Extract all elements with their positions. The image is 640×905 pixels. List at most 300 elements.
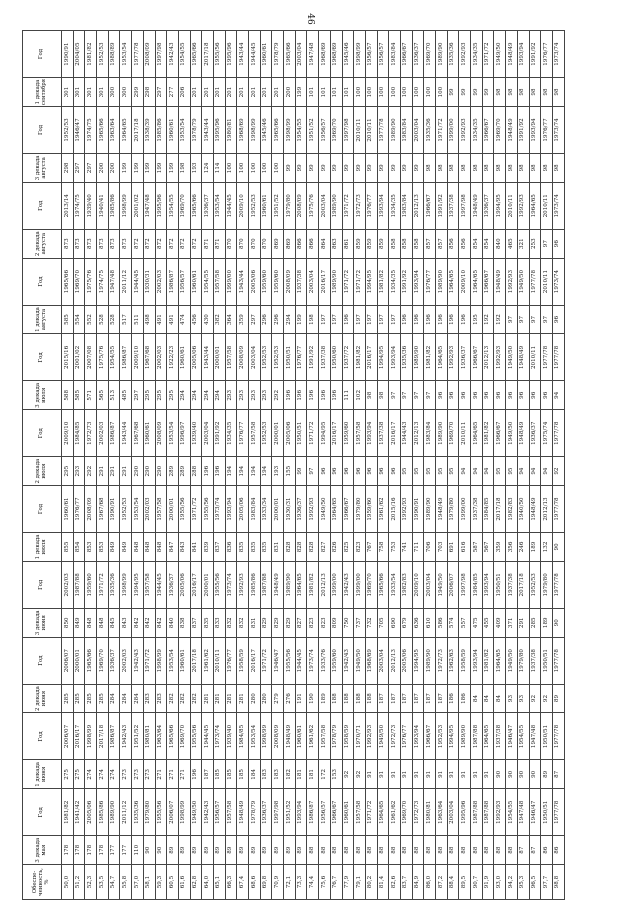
year-cell: 2002/03 [155, 334, 167, 381]
value-cell: 91 [400, 760, 412, 789]
year-cell: 1953/54 [167, 637, 179, 684]
year-cell: 1998/99 [120, 561, 132, 608]
year-cell: 2005/06 [400, 637, 412, 684]
year-cell: 2005/06 [249, 258, 261, 305]
value-cell: 753 [389, 532, 401, 561]
year-cell: 1960/61 [295, 713, 307, 760]
year-cell: 1943/44 [237, 258, 249, 305]
value-cell: 711 [412, 532, 424, 561]
value-cell: 833 [213, 608, 225, 637]
year-cell: 2010/11 [529, 334, 541, 381]
year-cell: 1952/53 [249, 182, 261, 229]
year-cell: 2010/11 [459, 410, 471, 457]
value-cell: 187 [377, 684, 389, 713]
value-cell: 409 [494, 608, 506, 637]
table-row [400, 31, 412, 900]
year-cell: 1998/99 [85, 713, 97, 760]
table-row [354, 31, 366, 900]
value-cell: 636 [412, 608, 424, 637]
value-cell: 97 [517, 305, 529, 334]
year-cell: 1989/90 [108, 789, 120, 836]
probability-cell: 70,9 [272, 865, 284, 900]
year-cell: 1937/38 [377, 410, 389, 457]
value-cell: 89 [552, 684, 564, 713]
value-cell: 825 [342, 532, 354, 561]
table-row [190, 31, 202, 900]
value-cell: 190 [307, 684, 319, 713]
value-cell: 297 [155, 78, 167, 107]
year-cell: 1969/70 [330, 106, 342, 153]
year-cell: 1980/81 [225, 106, 237, 153]
year-cell: 1949/50 [377, 713, 389, 760]
value-cell: 177 [108, 836, 120, 865]
value-cell: 96 [517, 381, 529, 410]
year-cell: 1977/78 [552, 410, 564, 457]
year-cell: 2008/09 [85, 486, 97, 533]
year-cell: 2000/01 [73, 637, 85, 684]
year-cell: 1989/90 [459, 713, 471, 760]
year-cell: 1933/76 [319, 637, 331, 684]
year-cell: 1992/93 [506, 258, 518, 305]
value-cell: 750 [342, 608, 354, 637]
value-cell: 187 [424, 684, 436, 713]
year-cell: 2003/04 [412, 106, 424, 153]
value-cell: 858 [400, 229, 412, 258]
year-cell: 2008/09 [295, 182, 307, 229]
value-cell: 853 [97, 532, 109, 561]
year-cell: 1977/78 [552, 561, 564, 608]
value-cell: 183 [260, 760, 272, 789]
year-cell: 2012/13 [319, 561, 331, 608]
year-cell: 1939/40 [225, 713, 237, 760]
value-cell: 87 [517, 836, 529, 865]
year-cell: 1977/78 [377, 106, 389, 153]
value-cell: 97 [541, 305, 553, 334]
value-cell: 737 [354, 608, 366, 637]
value-cell: 153 [330, 760, 342, 789]
value-cell: 858 [412, 229, 424, 258]
year-cell: 1974/75 [97, 258, 109, 305]
value-cell: 767 [365, 532, 377, 561]
value-cell: 835 [202, 608, 214, 637]
year-cell: 1964/65 [377, 789, 389, 836]
value-cell: 98 [541, 153, 553, 182]
table-row [237, 31, 249, 900]
probability-cell: 59,3 [155, 865, 167, 900]
year-cell: 1979/80 [354, 486, 366, 533]
year-cell: 1934/35 [389, 182, 401, 229]
value-cell: 89 [284, 836, 296, 865]
value-cell: 871 [213, 229, 225, 258]
year-cell: 1976/77 [541, 31, 553, 78]
year-cell: 1950/51 [284, 334, 296, 381]
value-cell: 98 [365, 381, 377, 410]
year-cell: 1988/89 [108, 31, 120, 78]
value-cell: 98 [552, 78, 564, 107]
year-cell: 1984/85 [482, 486, 494, 533]
value-cell: 94 [529, 457, 541, 486]
year-cell: 1990/91 [412, 486, 424, 533]
year-cell: 1965/66 [272, 106, 284, 153]
year-cell: 2008/09 [155, 410, 167, 457]
column-header: Год [23, 486, 62, 533]
year-cell: 1993/94 [377, 182, 389, 229]
year-cell: 1943/44 [202, 106, 214, 153]
year-cell: 2015/16 [62, 334, 74, 381]
year-cell: 1948/49 [529, 486, 541, 533]
value-cell: 181 [307, 760, 319, 789]
value-cell: 200 [97, 153, 109, 182]
value-cell: 194 [237, 457, 249, 486]
value-cell: 690 [389, 608, 401, 637]
probability-cell: 98,8 [552, 865, 564, 900]
year-cell: 1966/67 [424, 182, 436, 229]
year-cell: 1977/78 [552, 334, 564, 381]
year-cell: 1972/73 [436, 637, 448, 684]
year-cell: 1961/62 [377, 486, 389, 533]
year-cell: 1935/36 [447, 31, 459, 78]
year-cell: 1964/65 [295, 561, 307, 608]
value-cell: 91 [471, 760, 483, 789]
table-row [482, 31, 494, 900]
table-row [541, 31, 553, 900]
year-cell: 2009/10 [237, 182, 249, 229]
value-cell: 758 [377, 532, 389, 561]
column-header: Год [23, 182, 62, 229]
value-cell: 300 [120, 78, 132, 107]
year-cell: 2000/01 [213, 334, 225, 381]
year-cell: 1957/58 [354, 789, 366, 836]
value-cell: 837 [190, 608, 202, 637]
year-cell: 1953/54 [120, 31, 132, 78]
year-cell: 1942/43 [202, 789, 214, 836]
value-cell: 832 [237, 608, 249, 637]
value-cell: 554 [73, 305, 85, 334]
year-cell: 1961/62 [389, 789, 401, 836]
value-cell: 829 [284, 608, 296, 637]
value-cell: 89 [249, 836, 261, 865]
value-cell: 857 [436, 229, 448, 258]
year-cell: 2016/17 [330, 410, 342, 457]
year-cell: 2003/04 [307, 258, 319, 305]
year-cell: 1952/53 [120, 486, 132, 533]
value-cell: 301 [73, 78, 85, 107]
value-cell: 840 [494, 229, 506, 258]
year-cell: 1957/58 [249, 410, 261, 457]
year-cell: 1992/93 [494, 789, 506, 836]
value-cell: 101 [307, 78, 319, 107]
year-cell: 2012/13 [412, 182, 424, 229]
value-cell: 200 [108, 153, 120, 182]
year-cell: 1973/74 [552, 258, 564, 305]
year-cell: 1944/45 [155, 561, 167, 608]
year-cell: 1983/84 [400, 106, 412, 153]
value-cell: 201 [190, 78, 202, 107]
year-cell: 1934/35 [225, 410, 237, 457]
year-cell: 1992/93 [459, 106, 471, 153]
year-cell: 1964/65 [494, 637, 506, 684]
value-cell: 873 [108, 229, 120, 258]
value-cell: 849 [73, 608, 85, 637]
year-cell: 2008/09 [143, 31, 155, 78]
value-cell: 111 [342, 381, 354, 410]
year-cell: 1948/49 [517, 334, 529, 381]
year-cell: 1979/80 [143, 789, 155, 836]
value-cell: 491 [155, 305, 167, 334]
column-header: 3 декада июня [23, 608, 62, 637]
value-cell: 99 [412, 153, 424, 182]
value-cell: 281 [225, 684, 237, 713]
rotated-table-container [22, 30, 622, 900]
probability-cell: 76,7 [330, 865, 342, 900]
value-cell: 99 [342, 153, 354, 182]
value-cell: 196 [202, 457, 214, 486]
value-cell: 253 [529, 229, 541, 258]
value-cell: 854 [73, 532, 85, 561]
value-cell: 95 [424, 457, 436, 486]
year-cell: 2003/04 [424, 561, 436, 608]
year-cell: 2016/17 [319, 258, 331, 305]
value-cell: 114 [213, 153, 225, 182]
value-cell: 301 [85, 78, 97, 107]
year-cell: 2016/17 [365, 334, 377, 381]
value-cell: 89 [178, 836, 190, 865]
value-cell: 831 [272, 532, 284, 561]
probability-cell: 82,6 [389, 865, 401, 900]
year-cell: 1966/67 [330, 789, 342, 836]
value-cell: 284 [108, 684, 120, 713]
value-cell: 201 [237, 78, 249, 107]
value-cell: 96 [552, 305, 564, 334]
year-cell: 1934/35 [389, 258, 401, 305]
value-cell: 281 [202, 684, 214, 713]
value-cell: 183 [272, 760, 284, 789]
value-cell: 557 [459, 608, 471, 637]
table-row [365, 31, 377, 900]
year-cell: 1984/85 [237, 713, 249, 760]
year-cell: 1954/55 [202, 258, 214, 305]
value-cell: 188 [330, 684, 342, 713]
table-row [284, 31, 296, 900]
value-cell: 196 [400, 305, 412, 334]
value-cell: 96 [330, 457, 342, 486]
value-cell: 485 [120, 381, 132, 410]
year-cell: 1992/93 [365, 713, 377, 760]
year-cell: 1992/93 [307, 486, 319, 533]
value-cell: 100 [424, 78, 436, 107]
year-cell: 1957/58 [213, 258, 225, 305]
year-cell: 1961/62 [202, 637, 214, 684]
year-cell: 1977/78 [552, 486, 564, 533]
value-cell: 88 [330, 836, 342, 865]
value-cell: 282 [190, 684, 202, 713]
year-cell: 1965/66 [97, 106, 109, 153]
year-cell: 1945/46 [342, 31, 354, 78]
value-cell: 283 [143, 684, 155, 713]
year-cell: 1948/49 [506, 106, 518, 153]
year-cell: 1986/87 [167, 258, 179, 305]
table-row [272, 31, 284, 900]
year-cell: 1949/50 [506, 410, 518, 457]
column-header: 1 декада июня [23, 760, 62, 789]
year-cell: 2010/11 [541, 182, 553, 229]
value-cell: 290 [155, 457, 167, 486]
value-cell: 296 [260, 305, 272, 334]
year-cell: 1996/97 [178, 410, 190, 457]
year-cell: 1946/47 [272, 637, 284, 684]
value-cell: 288 [190, 457, 202, 486]
year-cell: 1973/74 [225, 561, 237, 608]
year-cell: 1949/50 [354, 637, 366, 684]
year-cell: 1991/92 [213, 410, 225, 457]
column-header: Год [23, 713, 62, 760]
value-cell: 859 [365, 229, 377, 258]
year-cell: 1944/45 [225, 182, 237, 229]
column-header: Год [23, 334, 62, 381]
year-cell: 1946/47 [529, 789, 541, 836]
year-cell: 2005/06 [190, 334, 202, 381]
year-cell: 1942/43 [120, 713, 132, 760]
value-cell: 842 [143, 608, 155, 637]
value-cell: 588 [62, 381, 74, 410]
year-cell: 1989/90 [424, 637, 436, 684]
year-cell: 1964/65 [482, 713, 494, 760]
value-cell: 517 [120, 305, 132, 334]
year-cell: 1998/99 [178, 789, 190, 836]
value-cell: 97 [412, 381, 424, 410]
value-cell: 191 [295, 684, 307, 713]
year-cell: 1952/53 [260, 334, 272, 381]
year-cell: 1976/77 [225, 637, 237, 684]
year-cell: 2016/17 [73, 713, 85, 760]
value-cell: 300 [108, 78, 120, 107]
year-cell: 1980/81 [143, 713, 155, 760]
year-cell: 2000/01 [272, 410, 284, 457]
value-cell: 586 [436, 608, 448, 637]
value-cell: 294 [190, 381, 202, 410]
value-cell: 197 [354, 305, 366, 334]
year-cell: 2012/13 [412, 410, 424, 457]
value-cell: 679 [400, 608, 412, 637]
value-cell: 92 [354, 760, 366, 789]
column-header: 1 декада августа [23, 305, 62, 334]
value-cell: 827 [295, 608, 307, 637]
value-cell: 828 [295, 532, 307, 561]
year-cell: 2007/08 [85, 334, 97, 381]
probability-cell: 87,2 [436, 865, 448, 900]
value-cell: 271 [155, 760, 167, 789]
value-cell: 294 [284, 305, 296, 334]
year-cell: 1940/50 [517, 486, 529, 533]
value-cell: 849 [120, 532, 132, 561]
year-cell: 1939/40 [190, 410, 202, 457]
table-row [143, 31, 155, 900]
year-cell: 1964/65 [529, 182, 541, 229]
value-cell: 90 [143, 836, 155, 865]
year-cell: 1994/95 [132, 561, 144, 608]
year-cell: 1985/86 [108, 182, 120, 229]
value-cell: 274 [97, 760, 109, 789]
value-cell: 98 [517, 153, 529, 182]
year-cell: 1968/69 [330, 31, 342, 78]
year-cell: 1976/77 [237, 410, 249, 457]
value-cell: 836 [225, 532, 237, 561]
value-cell: 98 [377, 381, 389, 410]
value-cell: 498 [143, 305, 155, 334]
year-cell: 1993/94 [471, 637, 483, 684]
year-cell: 1971/72 [307, 410, 319, 457]
probability-cell: 97,7 [541, 865, 553, 900]
value-cell: 201 [225, 78, 237, 107]
year-cell: 1973/74 [213, 713, 225, 760]
value-cell: 90 [552, 532, 564, 561]
value-cell: 706 [424, 532, 436, 561]
value-cell: 98 [494, 153, 506, 182]
value-cell: 285 [97, 684, 109, 713]
year-cell: 1965/66 [284, 31, 296, 78]
probability-cell: 50,0 [62, 865, 74, 900]
value-cell: 99 [319, 153, 331, 182]
year-cell: 1992/93 [459, 31, 471, 78]
value-cell: 98 [529, 78, 541, 107]
value-cell: 732 [365, 608, 377, 637]
value-cell: 585 [73, 381, 85, 410]
year-cell: 1979/80 [447, 486, 459, 533]
probability-cell: 54,7 [108, 865, 120, 900]
value-cell: 196 [213, 457, 225, 486]
year-cell: 1999/00 [330, 561, 342, 608]
probability-cell: 75,6 [319, 865, 331, 900]
value-cell: 99 [377, 153, 389, 182]
value-cell: 94 [471, 457, 483, 486]
value-cell: 97 [307, 457, 319, 486]
year-cell: 2016/17 [190, 561, 202, 608]
year-cell: 1949/50 [319, 486, 331, 533]
year-cell: 1994/95 [377, 334, 389, 381]
year-cell: 1953/54 [249, 713, 261, 760]
value-cell: 98 [552, 153, 564, 182]
year-cell: 1999/00 [225, 258, 237, 305]
value-cell: 855 [62, 532, 74, 561]
year-cell: 1935/36 [132, 789, 144, 836]
year-cell: 2017/18 [190, 637, 202, 684]
value-cell: 88 [389, 836, 401, 865]
year-cell: 1998/99 [155, 637, 167, 684]
year-cell: 1954/55 [178, 31, 190, 78]
value-cell: 84 [471, 684, 483, 713]
value-cell: 870 [225, 229, 237, 258]
value-cell: 197 [319, 305, 331, 334]
value-cell: 94 [459, 457, 471, 486]
year-cell: 2008/09 [237, 334, 249, 381]
year-cell: 2010/11 [213, 637, 225, 684]
year-cell: 1963/64 [436, 789, 448, 836]
year-cell: 1941/42 [73, 789, 85, 836]
year-cell: 1959/60 [272, 258, 284, 305]
year-cell: 1983/84 [389, 31, 401, 78]
table-row [178, 31, 190, 900]
value-cell: 96 [354, 457, 366, 486]
value-cell: 275 [62, 760, 74, 789]
value-cell: 296 [272, 305, 284, 334]
value-cell: 91 [389, 760, 401, 789]
year-cell: 1978/79 [249, 789, 261, 836]
value-cell: 285 [85, 684, 97, 713]
year-cell: 2003/04 [377, 637, 389, 684]
year-cell: 1948/49 [272, 561, 284, 608]
year-cell: 1965/66 [377, 561, 389, 608]
column-header: 3 декада июля [23, 381, 62, 410]
